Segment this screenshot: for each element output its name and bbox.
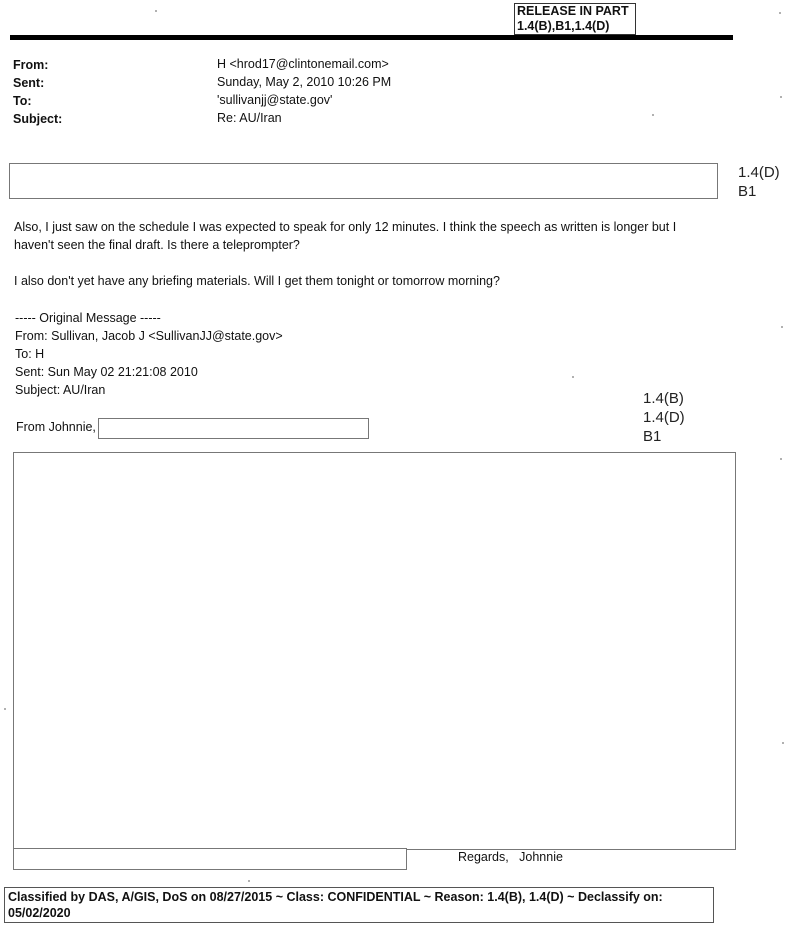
original-message-heading: ----- Original Message -----	[15, 311, 161, 325]
redaction-box	[9, 163, 718, 199]
scan-speck	[780, 458, 782, 460]
redaction-code: B1	[643, 428, 662, 445]
classification-footer	[4, 887, 714, 923]
to-label: To:	[13, 94, 32, 108]
redaction-code: 1.4(D)	[643, 409, 685, 426]
release-stamp	[514, 3, 636, 35]
scan-speck	[781, 326, 783, 328]
body-paragraph-line: Also, I just saw on the schedule I was expected to speak for only 12 minutes. I think the speech as written is longer but I	[14, 220, 677, 234]
regards-signoff: Regards, Johnnie	[458, 850, 563, 864]
redaction-code: 1.4(D)	[738, 164, 780, 181]
scan-speck	[248, 880, 250, 882]
original-to: To: H	[15, 347, 45, 361]
scan-speck	[652, 114, 654, 116]
scan-speck	[779, 12, 781, 14]
subject-label: Subject:	[13, 112, 63, 126]
release-stamp-title: RELEASE IN PART	[517, 4, 629, 18]
sent-value: Sunday, May 2, 2010 10:26 PM	[217, 75, 392, 89]
from-value: H <hrod17@clintonemail.com>	[217, 57, 389, 71]
original-sent: Sent: Sun May 02 21:21:08 2010	[15, 365, 198, 379]
redaction-box	[13, 848, 407, 870]
to-value: 'sullivanjj@state.gov'	[217, 93, 333, 107]
classification-line: Classified by DAS, A/GIS, DoS on 08/27/2015 ~ Class: CONFIDENTIAL ~ Reason: 1.4(B), 1.4(D) ~ Declassify on:	[8, 890, 663, 904]
release-stamp-codes: 1.4(B),B1,1.4(D)	[517, 19, 610, 33]
scan-speck	[155, 10, 157, 12]
body-paragraph: I also don't yet have any briefing materials. Will I get them tonight or tomorrow morning?	[14, 274, 500, 288]
scan-speck	[782, 742, 784, 744]
scan-speck	[4, 708, 6, 710]
redaction-code: B1	[738, 183, 757, 200]
redaction-code: 1.4(B)	[643, 390, 684, 407]
redaction-box	[13, 452, 736, 850]
from-johnnie: From Johnnie,	[16, 420, 96, 434]
body-paragraph-line: haven't seen the final draft. Is there a teleprompter?	[14, 238, 300, 252]
header-rule	[10, 35, 733, 40]
scan-speck	[780, 96, 782, 98]
original-subject: Subject: AU/Iran	[15, 383, 106, 397]
scan-speck	[572, 376, 574, 378]
sent-label: Sent:	[13, 76, 45, 90]
subject-value: Re: AU/Iran	[217, 111, 282, 125]
original-from: From: Sullivan, Jacob J <SullivanJJ@state.gov>	[15, 329, 283, 343]
declassify-date: 05/02/2020	[8, 906, 71, 920]
redaction-box	[98, 418, 369, 439]
from-label: From:	[13, 58, 49, 72]
